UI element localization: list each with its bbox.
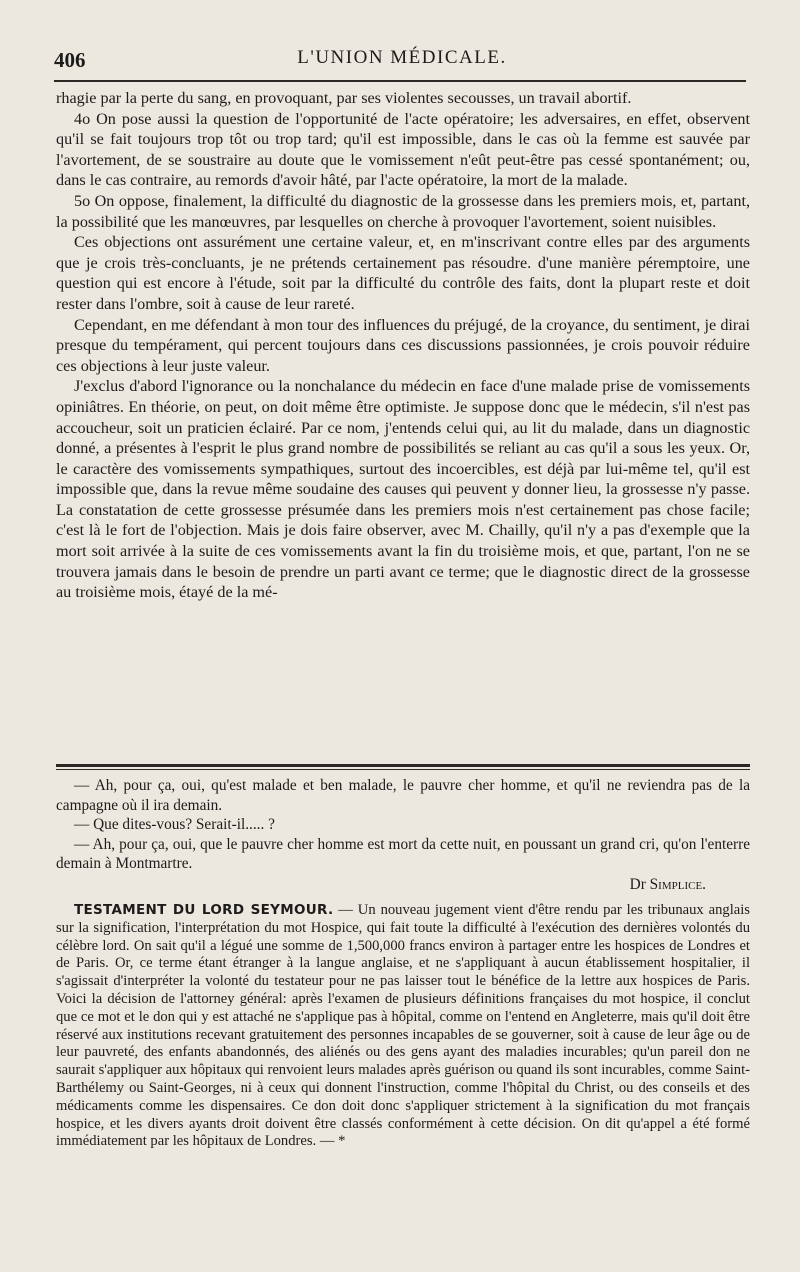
running-head [54, 44, 750, 74]
header-rule [54, 80, 746, 82]
feuilleton [56, 776, 750, 895]
article-paragraph-3: 5o On oppose, finalement, la difficulté du diagnostic de la grossesse dans les premiers mois, et, partant, la possibilité que les manœuvres, par lesquelles on cherche à provoquer l'avortement, soient nuisibles. [56, 191, 750, 231]
feuilleton-line-3: — Ah, pour ça, oui, que le pauvre cher homme est mort da cette nuit, en poussant un grand cri, qu'on l'enterre demain à Montmartre. [56, 835, 750, 873]
article-paragraph-4: Ces objections ont assurément une certaine valeur, et, en m'inscrivant contre elles par des arguments que je crois très-concluants, je ne prétends certainement pas résoudre. d'une manière péremptoire, une question qui est encore à l'étude, soit par la difficulté du contrôle des faits, dont la plupart reste et doit rester dans l'ombre, soit à cause de leur rareté. [56, 233, 750, 313]
feuilleton-line-1: — Ah, pour ça, oui, qu'est malade et ben malade, le pauvre cher homme, et qu'il ne reviendra pas de la campagne où il ira demain. [56, 777, 750, 814]
signature-name: Simplice. [649, 875, 706, 893]
news-paragraph [56, 902, 750, 1151]
signature-prefix: Dr [629, 875, 646, 893]
article-paragraph-5: Cependant, en me défendant à mon tour des influences du préjugé, de la croyance, du sentiment, je dirai presque du tempérament, qui percent toujours dans ces discussions passionnées, je crois pouvoir réduire ces objections à leur juste valeur. [56, 315, 750, 375]
feuilleton-signature [56, 875, 750, 895]
feuilleton-line-2: — Que dites-vous? Serait-il..... ? [74, 816, 275, 834]
news-text: — Un nouveau jugement vient d'être rendu par les tribunaux anglais sur la signification, l'interprétation du mot Hospice, qui fait toute la difficulté à l'exécution des dernières volontés du célèbre lord. On sait qu'il a légué une somme de 1,500,000 francs environ à partager entre les hospices de Londres et de Paris. Or, ce terme étant étranger à la langue anglaise, et ne s'appliquant à aucun établissement hospitalier, il s'agissait d'interpréter la volonté du testateur pour ne pas laisser tout le bénéfice de la lettre aux hospices de Paris. Voici la décision de l'attorney général: après l'examen de plusieurs définitions françaises du mot hospice, il conclut que ce mot et le don qui y est attaché ne s'applique pas à hôpital, comme on l'entend en Angleterre, mais qu'il doit être réservé aux institutions recevant gratuitement des personnes incapables de se gouverner, soit à cause de leur âge ou de leur pauvreté, des enfants abandonnés, des aliénés ou des gens ayant des maladies incurables; qu'un pareil don ne saurait s'appliquer aux hôpitaux qui renvoient leurs malades après guérison ou quand ils sont incurables, comme Saint-Barthélemy ou Saint-Georges, ni à ceux qui donnent l'instruction, comme l'hôpital du Christ, ou des conseils et des médicaments comme les dispensaires. Ce don doit donc s'appliquer strictement à la signification du mot français hospice, et les divers ayants droit doivent être classés conformément à cette décision. On dit qu'appel a été formé immédiatement par les hôpitaux de Londres. — * [56, 902, 750, 1150]
journal-title: L'UNION MÉDICALE. [297, 47, 507, 68]
page-number: 406 [54, 48, 86, 72]
article-paragraph-2: 4o On pose aussi la question de l'opportunité de l'acte opératoire; les adversaires, en effet, observent qu'il se fait toujours trop tôt ou trop tard; qu'il est impossible, dans le cas où la femme est sauvée par l'avortement, de se soustraire au doute que le vomissement n'eût peut-être pas cessé spontanément; ou, dans le cas contraire, au remords d'avoir hâté, par l'acte opératoire, la mort de la malade. [56, 109, 750, 190]
news-item [56, 902, 750, 1151]
article-paragraph-1: rhagie par la perte du sang, en provoquant, par ses violentes secousses, un travail abortif. [56, 89, 632, 107]
feuilleton-rule [56, 764, 750, 767]
article-paragraph-6: J'exclus d'abord l'ignorance ou la nonchalance du médecin en face d'une malade prise de vomissements opiniâtres. En théorie, on peut, on doit même être optimiste. Je suppose donc que le médecin, s'il n'est pas accoucheur, soit un praticien éclairé. Par ce nom, j'entends celui qui, au lit du malade, dans un diagnostic donné, a présentes à l'esprit le plus grand nombre de possibilités se reliant au cas qu'il a sous les yeux. Or, le caractère des vomissements sympathiques, surtout des incoercibles, est déjà par lui-même tel, qu'il est impossible que, dans la revue même soudaine des causes qui peuvent y donner lieu, la grossesse n'y passe. La constatation de cette grossesse présumée dans les premiers mois n'est certainement pas chose facile; c'est là le fort de l'objection. Mais je dois faire observer, avec M. Chailly, qu'il n'y a pas d'exemple que la mort soit arrivée à la suite de ces vomissements avant la fin du troisième mois, et que, partant, l'on ne se trouvera jamais dans le besoin de prendre un parti avant ce terme; que le diagnostic direct de la grossesse au troisième mois, étayé de la mé- [56, 377, 750, 602]
feuilleton-rule-thin [56, 769, 750, 770]
article-body [56, 88, 750, 603]
news-heading: TESTAMENT DU LORD SEYMOUR. [74, 902, 334, 918]
